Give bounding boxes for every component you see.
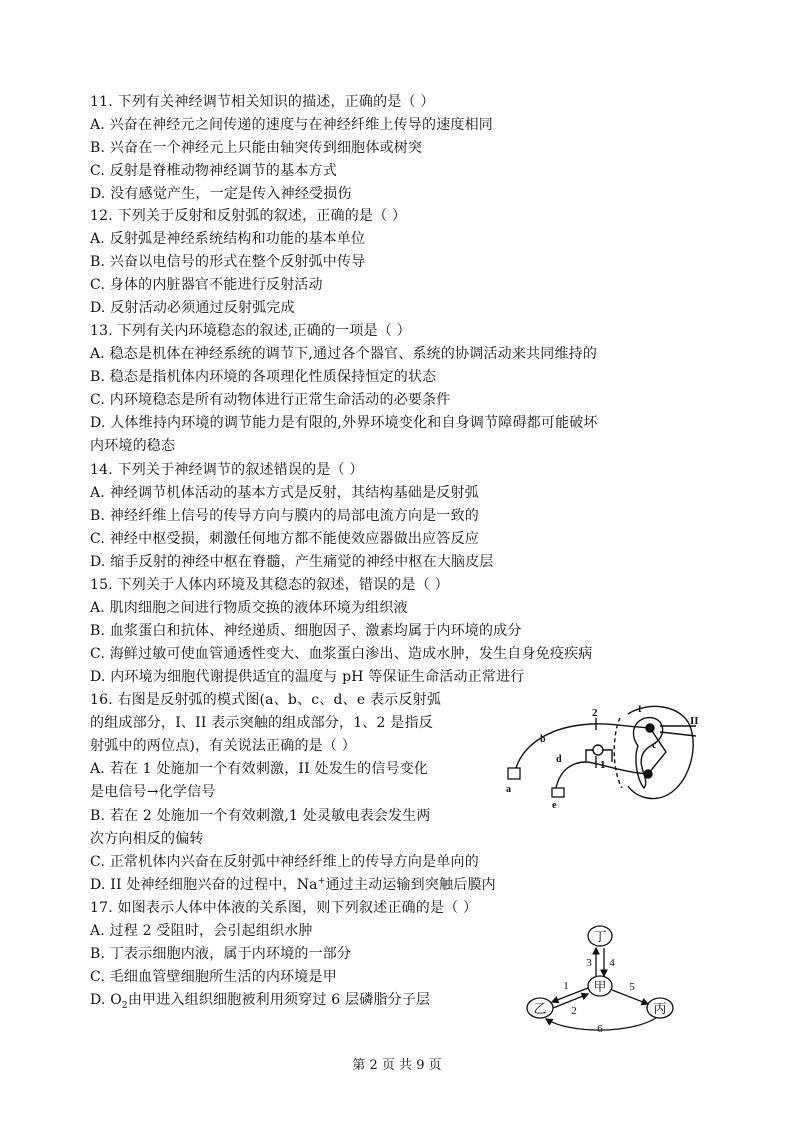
q14-option-a: A. 神经调节机体活动的基本方式是反射，其结构基础是反射弧	[90, 485, 479, 501]
q11-option-d: D. 没有感觉产生，一定是传入神经受损伤	[90, 186, 352, 202]
q16-option-c: C. 正常机体内兴奋在反射弧中神经纤维上的传导方向是单向的	[90, 854, 479, 870]
diagram-node-yi: 乙	[533, 1002, 547, 1017]
q16-option-d: D. II 处神经细胞兴奋的过程中，Na+通过主动运输到突触后膜内	[90, 876, 496, 893]
q12-option-c: C. 身体的内脏器官不能进行反射活动	[90, 277, 323, 293]
q12-option-b: B. 兴奋以电信号的形式在整个反射弧中传导	[90, 254, 366, 270]
q12-option-a: A. 反射弧是神经系统结构和功能的基本单位	[90, 231, 366, 247]
q17-option-b: B. 丁表示细胞内液，属于内环境的一部分	[90, 946, 352, 962]
q15-option-b: B. 血浆蛋白和抗体、神经递质、细胞因子、激素均属于内环境的成分	[90, 623, 522, 639]
q13-option-c: C. 内环境稳态是所有动物体进行正常生命活动的必要条件	[90, 392, 451, 408]
diagram-label-a: a	[506, 784, 511, 795]
diagram-num-3: 3	[586, 957, 592, 969]
diagram-label-I: I	[638, 704, 642, 714]
q12-option-d: D. 反射活动必须通过反射弧完成	[90, 300, 295, 316]
q13-option-b: B. 稳态是指机体内环境的各项理化性质保持恒定的状态	[90, 369, 437, 385]
q16-stem-line3: 射弧中的两位点)，有关说法正确的是（ ）	[90, 738, 356, 754]
q14-option-c: C. 神经中枢受损，刺激任何地方都不能使效应器做出应答反应	[90, 531, 479, 547]
diagram-num-6: 6	[597, 1023, 603, 1034]
q16-option-b-cont: 次方向相反的偏转	[90, 831, 204, 847]
diagram-label-point-2: 2	[592, 707, 598, 719]
q13-stem: 13. 下列有关内环境稳态的叙述,正确的一项是（ ）	[90, 323, 411, 339]
q16-stem-line1: 16. 右图是反射弧的模式图(a、b、c、d、e 表示反射弧	[90, 692, 442, 708]
q15-option-a: A. 肌肉细胞之间进行物质交换的液体环境为组织液	[90, 600, 408, 616]
q16-stem-line2: 的组成部分，I、II 表示突触的组成部分，1、2 是指反	[90, 715, 433, 731]
q12-stem: 12. 下列关于反射和反射弧的叙述，正确的是（ ）	[90, 208, 407, 224]
diagram-node-bing: 丙	[653, 1002, 667, 1017]
page-footer: 第 2 页 共 9 页	[352, 1058, 442, 1073]
q16-option-a: A. 若在 1 处施加一个有效刺激，II 处发生的信号变化	[90, 761, 429, 777]
diagram-node-ding: 丁	[593, 930, 607, 945]
q13-option-a: A. 稳态是机体在神经系统的调节下,通过各个器官、系统的协调活动来共同维持的	[90, 346, 598, 362]
diagram-num-2: 2	[571, 1005, 577, 1017]
q11-stem: 11. 下列有关神经调节相关知识的描述，正确的是（ ）	[90, 94, 435, 110]
q16-option-b: B. 若在 2 处施加一个有效刺激,1 处灵敏电表会发生两	[90, 808, 431, 824]
q14-stem: 14. 下列关于神经调节的叙述错误的是（ ）	[90, 462, 364, 478]
diagram-label-b: b	[540, 734, 546, 745]
q11-option-b: B. 兴奋在一个神经元上只能由轴突传到细胞体或树突	[90, 140, 423, 156]
diagram-num-1: 1	[563, 980, 569, 992]
q14-option-b: B. 神经纤维上信号的传导方向与膜内的局部电流方向是一致的	[90, 508, 479, 524]
q15-stem: 15. 下列关于人体内环境及其稳态的叙述，错误的是（ ）	[90, 577, 449, 593]
q17-option-a: A. 过程 2 受阻时，会引起组织水肿	[90, 923, 313, 939]
q15-option-c: C. 海鲜过敏可使血管通透性变大、血浆蛋白渗出、造成水肿，发生自身免疫疾病	[90, 646, 593, 662]
q11-option-c: C. 反射是脊椎动物神经调节的基本方式	[90, 163, 337, 179]
q15-option-d: D. 内环境为细胞代谢提供适宜的温度与 pH 等保证生命活动正常进行	[90, 669, 525, 685]
q13-option-d-cont: 内环境的稳态	[90, 438, 176, 454]
diagram-label-II: II	[690, 715, 699, 727]
diagram-label-d: d	[556, 754, 562, 765]
diagram-label-e: e	[552, 800, 557, 810]
q14-option-d: D. 缩手反射的神经中枢在脊髓，产生痛觉的神经中枢在大脑皮层	[90, 554, 494, 570]
diagram-num-5: 5	[629, 981, 635, 993]
diagram-node-jia: 甲	[593, 980, 607, 995]
diagram-label-c: c	[652, 740, 657, 751]
diagram-num-4: 4	[609, 957, 615, 969]
q17-stem: 17. 如图表示人体中体液的关系图，则下列叙述正确的是（ ）	[90, 900, 478, 916]
body-fluid-diagram	[520, 922, 680, 1034]
q13-option-d: D. 人体维持内环境的调节能力是有限的,外界环境变化和自身调节障碍都可能破坏	[90, 415, 598, 431]
q16-option-a-cont: 是电信号→化学信号	[90, 784, 216, 800]
q11-option-a: A. 兴奋在神经元之间传递的速度与在神经纤维上传导的速度相同	[90, 117, 494, 133]
q17-option-d: D. $O_2$由甲进入组织细胞被利用须穿过 6 层磷脂分子层	[90, 992, 431, 1011]
reflex-arc-diagram	[500, 696, 710, 810]
diagram-label-point-1: 1	[600, 759, 606, 771]
q17-option-c: C. 毛细血管壁细胞所生活的内环境是甲	[90, 969, 337, 985]
